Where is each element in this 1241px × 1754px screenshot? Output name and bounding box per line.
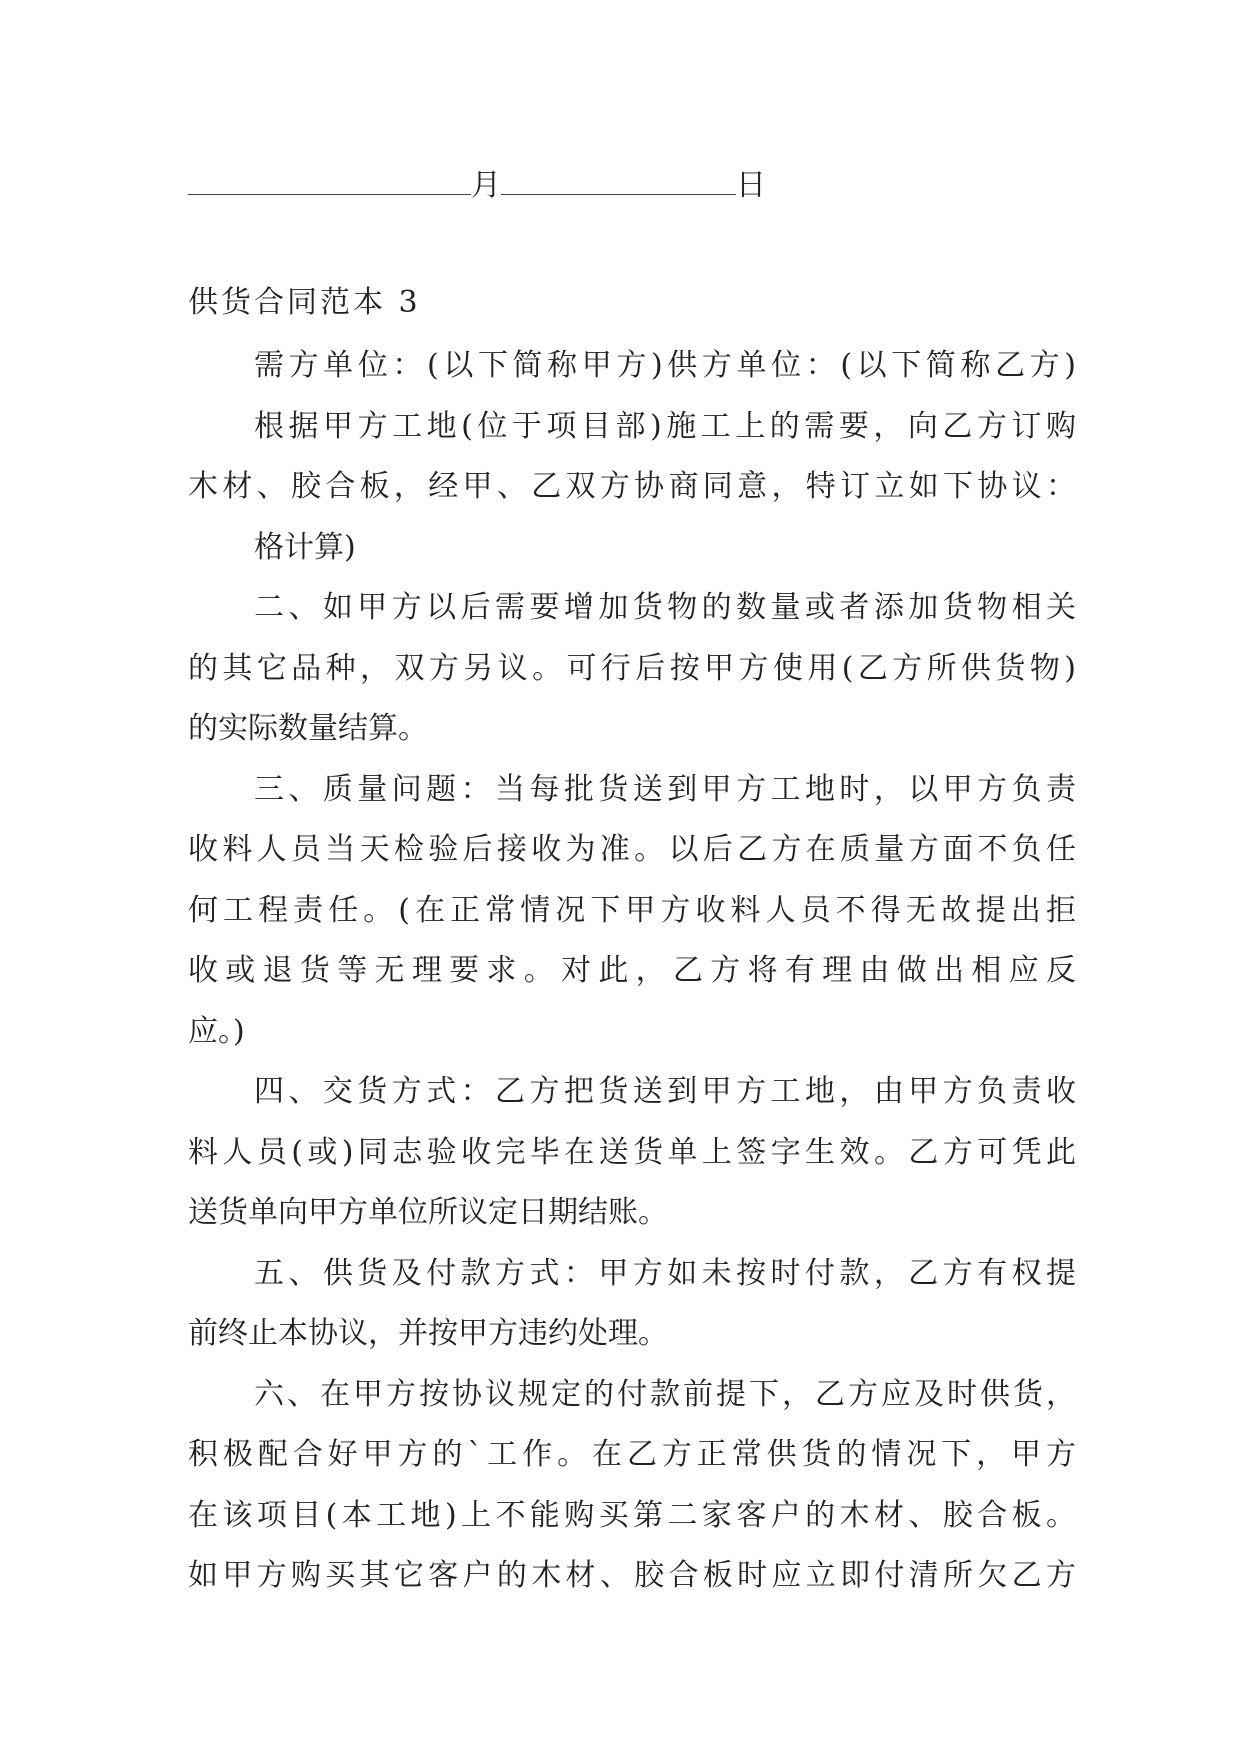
body-line: 根据甲方工地(位于项目部)施工上的需要，向乙方订购 [254, 408, 1076, 444]
body-line: 的实际数量结算。 [188, 711, 428, 746]
body-line: 收料人员当天检验后接收为准。以后乙方在质量方面不负任 [188, 832, 1076, 867]
body-line: 在该项目(本工地)上不能购买第二家客户的木材、胶合板。 [188, 1497, 1076, 1533]
body-line: 三、质量问题：当每批货送到甲方工地时，以甲方负责 [254, 771, 1076, 807]
body-line: 的其它品种，双方另议。可行后按甲方使用(乙方所供货物) [188, 650, 1076, 686]
body-line: 五、供货及付款方式：甲方如未按时付款，乙方有权提 [254, 1255, 1076, 1291]
body-line: 送货单向甲方单位所议定日期结账。 [188, 1195, 668, 1230]
body-line: 木材、胶合板，经甲、乙双方协商同意，特订立如下协议： [188, 469, 1076, 504]
body-line: 如甲方购买其它客户的木材、胶合板时应立即付清所欠乙方 [188, 1558, 1076, 1593]
date-line [188, 160, 766, 210]
month-blank [188, 160, 471, 195]
contract-body [188, 336, 1076, 1607]
document-title: 供货合同范本 3 [188, 285, 421, 320]
body-line: 二、如甲方以后需要增加货物的数量或者添加货物相关 [254, 590, 1076, 625]
day-label: 日 [736, 168, 766, 203]
body-line: 格计算) [254, 529, 356, 565]
body-line: 四、交货方式：乙方把货送到甲方工地，由甲方负责收 [254, 1074, 1076, 1109]
body-line: 收或退货等无理要求。对此，乙方将有理由做出相应反 [188, 953, 1076, 988]
body-line: 前终止本协议，并按甲方违约处理。 [188, 1316, 668, 1351]
month-label: 月 [471, 168, 501, 203]
body-line: 需方单位：(以下简称甲方)供方单位：(以下简称乙方) [254, 348, 1076, 383]
body-line: 应。) [188, 1013, 245, 1049]
body-line: 六、在甲方按协议规定的付款前提下，乙方应及时供货， [254, 1376, 1076, 1412]
day-blank [501, 160, 736, 195]
body-line: 积极配合好甲方的`工作。在乙方正常供货的情况下，甲方 [188, 1437, 1076, 1472]
body-line: 何工程责任。(在正常情况下甲方收料人员不得无故提出拒 [188, 892, 1076, 928]
body-line: 料人员(或)同志验收完毕在送货单上签字生效。乙方可凭此 [188, 1134, 1076, 1170]
